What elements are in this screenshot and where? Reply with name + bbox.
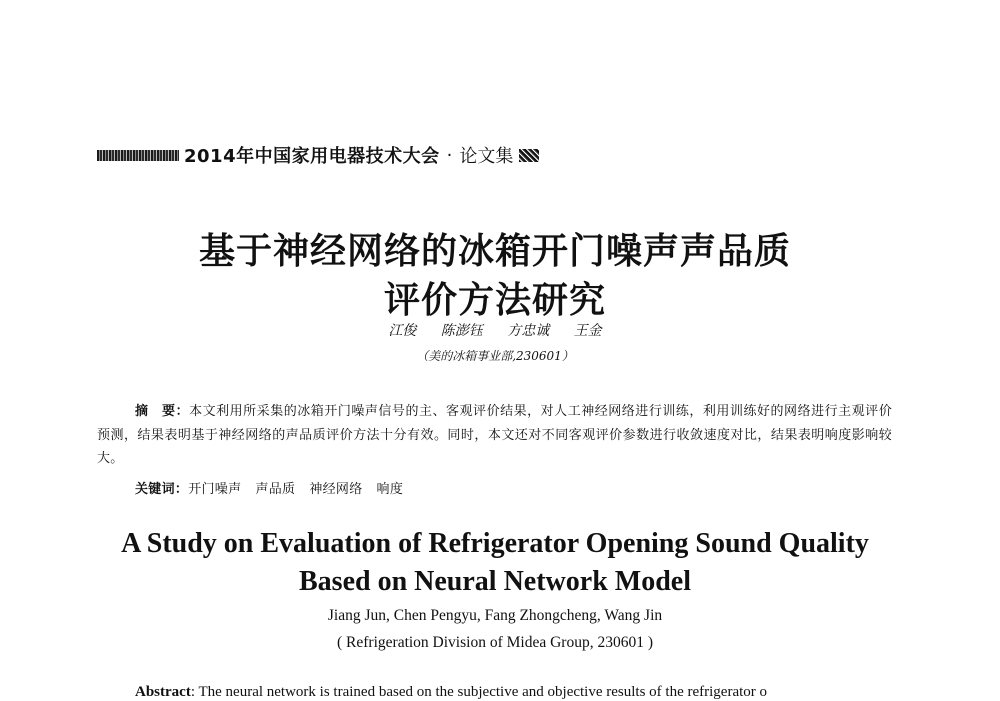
en-abstract-label: Abstract	[135, 684, 191, 700]
cn-abstract-label: 摘 要：	[135, 404, 190, 419]
en-abstract	[135, 684, 895, 701]
en-affiliation: ( Refrigeration Division of Midea Group, 230601 )	[337, 634, 653, 651]
en-title-line-2: Based on Neural Network Model	[299, 566, 691, 597]
cn-affiliation: （美的冰箱事业部,230601）	[416, 349, 574, 363]
en-author-list: Jiang Jun, Chen Pengyu, Fang Zhongcheng, Wang Jin	[327, 607, 663, 624]
header-ornament-left	[97, 150, 179, 161]
cn-author-list	[0, 320, 990, 340]
header-ornament-right	[519, 149, 539, 162]
cn-title-line-2: 评价方法研究	[383, 279, 606, 321]
en-abstract-text: : The neural network is trained based on the subjective and objective results of the refrigerator o	[190, 684, 768, 700]
en-title-line-1: A Study on Evaluation of Refrigerator Opening Sound Quality	[121, 528, 869, 559]
cn-keywords-label: 关键词：	[135, 482, 189, 497]
header-separator: ·	[446, 144, 453, 166]
cn-abstract-text: 本文利用所采集的冰箱开门噪声信号的主、客观评价结果，对人工神经网络进行训练，利用训练好的网络进行主观评价预测，结果表明基于神经网络的声品质评价方法十分有效。同时，本文还对不同客观评价参数进行收敛速度对比，结果表明响度影响较大。	[97, 404, 892, 466]
cn-abstract	[97, 400, 892, 471]
journal-header	[97, 143, 539, 167]
keyword: 开门噪声	[188, 482, 242, 497]
conference-name: 2014年中国家用电器技术大会	[184, 146, 440, 167]
cn-author: 方忠诚	[507, 323, 550, 339]
cn-author: 江俊	[388, 323, 417, 339]
cn-title-line-1: 基于神经网络的冰箱开门噪声声品质	[198, 230, 791, 272]
cn-keywords	[135, 478, 417, 497]
keyword: 声品质	[255, 482, 296, 497]
keyword: 响度	[376, 482, 404, 497]
cn-author: 王金	[573, 323, 602, 339]
cn-author: 陈澎钰	[440, 323, 483, 339]
keyword: 神经网络	[309, 482, 363, 497]
proceedings-label: 论文集	[459, 146, 514, 167]
